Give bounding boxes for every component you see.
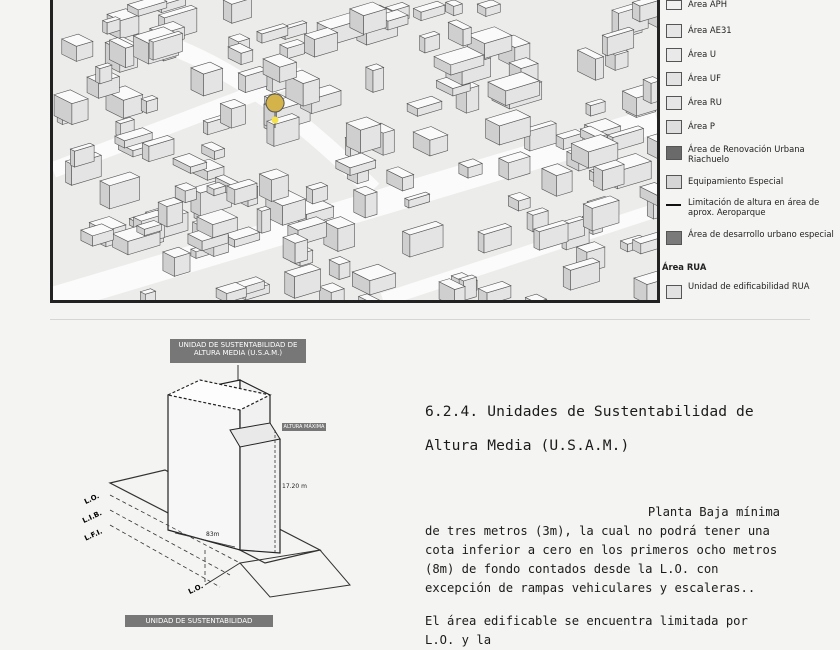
map-building bbox=[220, 99, 245, 128]
map-building bbox=[542, 164, 572, 197]
map-building bbox=[191, 62, 223, 96]
legend-swatch bbox=[666, 285, 682, 299]
map-building bbox=[259, 169, 288, 202]
legend-section-title: Área RUA bbox=[662, 262, 707, 272]
legend-label: Área APH bbox=[688, 0, 728, 9]
paragraph-1: de tres metros (3m), la cual no podrá tener una cota inferior a cero en los primeros ocho metros (8m) de fondo contados desde la L.O. con excepción de rampas vehiculares y escaleras.. bbox=[425, 524, 778, 595]
map-building bbox=[96, 63, 112, 84]
map-buildings bbox=[53, 0, 657, 300]
diagram-title-top: UNIDAD DE SUSTENTABILIDAD DE ALTURA MEDIA (U.S.A.M.) bbox=[170, 339, 306, 363]
lib-label: L.I.B. bbox=[81, 509, 104, 525]
document-text bbox=[425, 395, 780, 650]
map-building bbox=[420, 31, 440, 53]
lfi-label: L.F.I. bbox=[83, 527, 104, 543]
legend-label: Área AE31 bbox=[688, 25, 732, 35]
legend-label: Área UF bbox=[688, 73, 721, 83]
lo-label: L.O. bbox=[83, 492, 101, 506]
legend-label: Área U bbox=[688, 49, 717, 59]
legend-item bbox=[662, 0, 837, 14]
section-heading: 6.2.4. Unidades de Sustentabilidad de Altura Media (U.S.A.M.) bbox=[425, 403, 754, 454]
width-dimension-label: 83m bbox=[206, 531, 220, 538]
legend-label: Área P bbox=[688, 121, 715, 131]
map-building bbox=[346, 117, 380, 153]
map-building bbox=[459, 159, 482, 178]
legend-label: Área RU bbox=[688, 97, 722, 107]
map-building bbox=[324, 217, 355, 252]
map-building bbox=[306, 182, 327, 204]
legend-label: Área de desarrollo urbano especial bbox=[688, 229, 834, 239]
building-isometric bbox=[70, 335, 370, 630]
legend-swatch bbox=[666, 231, 682, 245]
altura-maxima-tag: ALTURA MÁXIMA bbox=[283, 424, 325, 430]
legend-label: Equipamiento Especial bbox=[688, 176, 784, 186]
height-dimension-label: 17.20 m bbox=[282, 483, 307, 490]
legend-swatch bbox=[666, 146, 682, 160]
lo-bottom-label: L.O. bbox=[187, 582, 205, 596]
map-building bbox=[141, 95, 157, 113]
map-building bbox=[283, 234, 307, 264]
legend-swatch bbox=[666, 96, 682, 110]
map-building bbox=[158, 197, 182, 226]
legend-swatch bbox=[666, 72, 682, 86]
map-legend bbox=[662, 0, 837, 312]
legend-swatch bbox=[666, 48, 682, 62]
legend-label: Limitación de altura en área de aprox. Aeroparque bbox=[688, 197, 820, 217]
paragraph-2: El área edificable se encuentra limitada por L.O. y la bbox=[425, 614, 748, 647]
paragraph-1-lead: Planta Baja mínima bbox=[647, 505, 780, 519]
map-building bbox=[354, 186, 377, 218]
diagram-title-bottom: UNIDAD DE SUSTENTABILIDAD bbox=[125, 615, 273, 627]
legend-swatch bbox=[666, 0, 682, 10]
divider bbox=[50, 319, 810, 320]
map-building bbox=[366, 64, 384, 92]
map-building bbox=[257, 206, 270, 233]
legend-swatch bbox=[666, 24, 682, 38]
legend-swatch bbox=[666, 175, 682, 189]
height-limit-line-icon bbox=[666, 204, 681, 206]
aerial-map bbox=[50, 0, 660, 303]
map-building bbox=[643, 77, 657, 104]
legend-label: Unidad de edificabilidad RUA bbox=[688, 281, 810, 291]
legend-label: Área de Renovación Urbana Riachuelo bbox=[688, 144, 805, 164]
map-building bbox=[329, 256, 350, 279]
usam-diagram bbox=[70, 335, 370, 630]
map-building bbox=[163, 247, 190, 276]
map-building bbox=[350, 2, 386, 34]
legend-swatch bbox=[666, 120, 682, 134]
